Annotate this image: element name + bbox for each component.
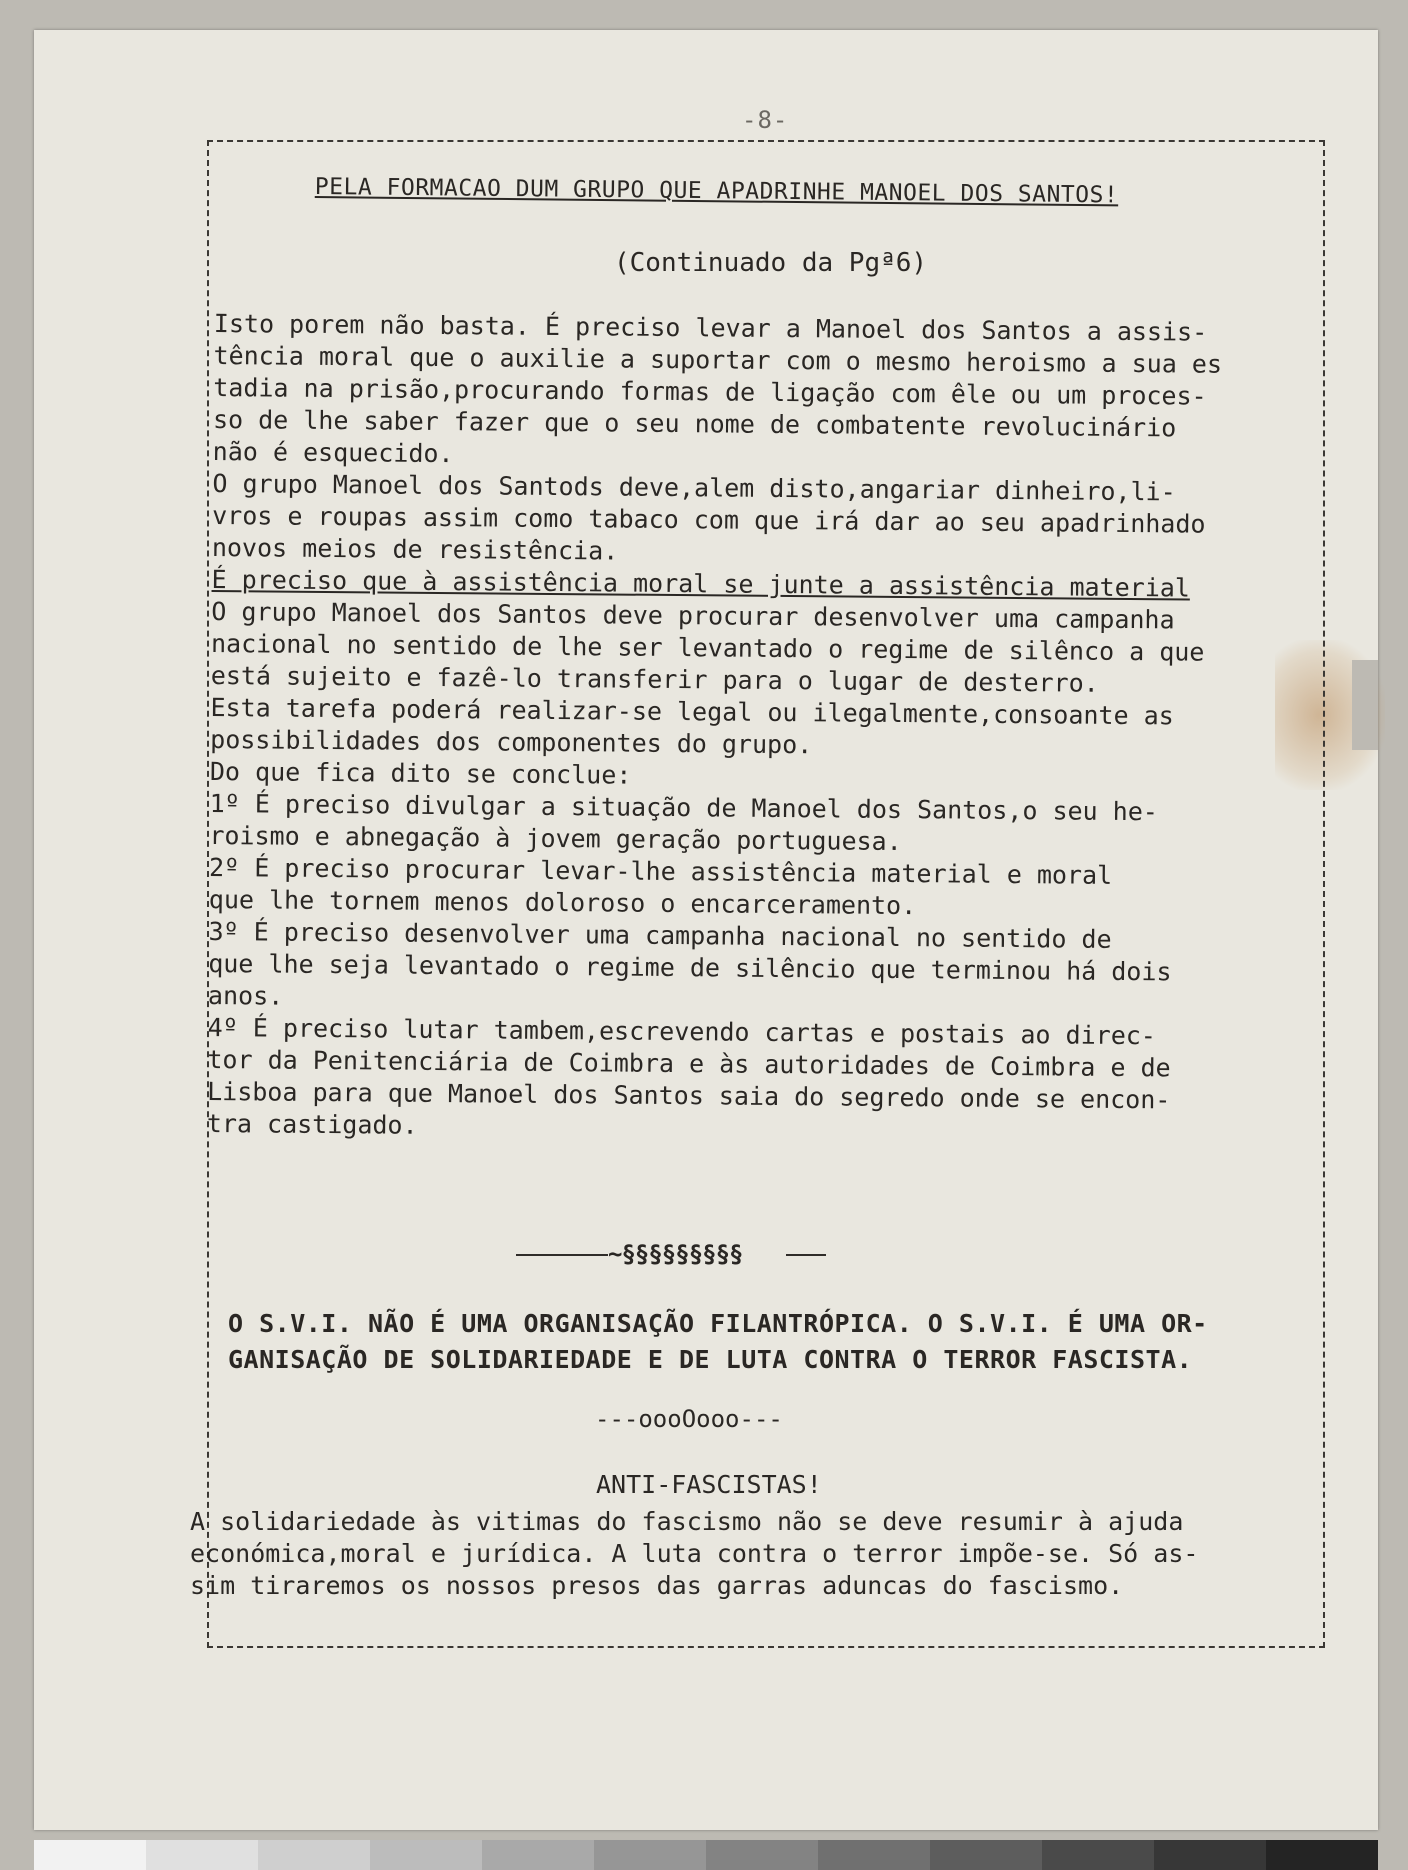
separator-rule-left <box>516 1254 608 1256</box>
body-line: tadia na prisão,procurando formas de ligação com êle ou um proces- <box>213 372 1207 411</box>
body-line: nacional no sentido de lhe ser levantado o regime de silênco a que <box>210 628 1205 667</box>
body-line: O grupo Manoel dos Santos deve procurar desenvolver uma campanha <box>211 596 1175 635</box>
list-item-2-line: 2º É preciso procurar levar-lhe assistência material e moral <box>208 852 1113 890</box>
body-line: não é esquecido. <box>212 436 454 469</box>
notice-line: O S.V.I. NÃO É UMA ORGANISAÇÃO FILANTRÓPICA. O S.V.I. É UMA OR- <box>228 1309 1208 1338</box>
list-item-4-line: tor da Penitenciária de Coimbra e às autoridades de Coimbra e de <box>207 1044 1171 1083</box>
scan-calibration-bar <box>34 1840 1378 1870</box>
body-line: possibilidades dos componentes do grupo. <box>210 724 813 760</box>
page-tear <box>1352 660 1378 750</box>
body-line: novos meios de resistência. <box>211 532 619 566</box>
list-item-4-line: tra castigado. <box>206 1108 418 1140</box>
closing-line: económica,moral e jurídica. A luta contra o terror impõe-se. Só as- <box>190 1539 1199 1568</box>
list-item-1-line: 1º É preciso divulgar a situação de Manoel dos Santos,o seu he- <box>209 788 1159 827</box>
article-body <box>207 308 1324 1150</box>
list-item-3-line: anos. <box>207 980 284 1011</box>
list-item-3-line: que lhe seja levantado o regime de silêncio que terminou há dois <box>208 948 1172 987</box>
body-line: Esta tarefa poderá realizar-se legal ou ilegalmente,consoante as <box>210 692 1174 731</box>
page-number: -8- <box>742 106 789 134</box>
list-item-3-line: 3º É preciso desenvolver uma campanha nacional no sentido de <box>208 916 1112 954</box>
body-line: so de lhe saber fazer que o seu nome de combatente revolucinário <box>212 404 1177 443</box>
article-subtitle: (Continuado da Pgª6) <box>614 248 928 278</box>
ooo-separator: ---oooOooo--- <box>595 1405 783 1433</box>
body-line: está sujeito e fazê-lo transferir para o lugar de desterro. <box>210 660 1099 698</box>
body-line: Do que fica dito se conclue: <box>209 756 632 790</box>
body-line: vros e roupas assim como tabaco com que irá dar ao seu apadrinhado <box>212 500 1206 539</box>
svi-notice <box>228 1306 1318 1378</box>
underlined-heading: É preciso que à assistência moral se junte a assistência material <box>211 564 1191 603</box>
body-line: Isto porem não basta. É preciso levar a Manoel dos Santos a assis- <box>213 308 1208 347</box>
ornamental-separator <box>516 1240 806 1270</box>
closing-line: sim tiraremos os nossos presos das garras aduncas do fascismo. <box>190 1571 1124 1600</box>
separator-mark: ~§§§§§§§§§ <box>608 1240 743 1268</box>
article-title: PELA FORMACAO DUM GRUPO QUE APADRINHE MANOEL DOS SANTOS! <box>314 174 1119 209</box>
anti-fascist-heading: ANTI-FASCISTAS! <box>596 1470 822 1499</box>
list-item-1-line: roismo e abnegação à jovem geração portuguesa. <box>209 820 902 857</box>
closing-paragraph <box>190 1506 1310 1602</box>
list-item-2-line: que lhe tornem menos doloroso o encarceramento. <box>208 884 917 921</box>
list-item-4-line: 4º É preciso lutar tambem,escrevendo cartas e postais ao direc- <box>207 1012 1157 1051</box>
closing-line: A solidariedade às vitimas do fascismo não se deve resumir à ajuda <box>190 1507 1184 1536</box>
body-line: O grupo Manoel dos Santods deve,alem disto,angariar dinheiro,li- <box>212 468 1176 507</box>
list-item-4-line: Lisboa para que Manoel dos Santos saia do segredo onde se encon- <box>207 1076 1171 1115</box>
separator-rule-right <box>786 1254 826 1256</box>
notice-line: GANISAÇÃO DE SOLIDARIEDADE E DE LUTA CONTRA O TERROR FASCISTA. <box>228 1345 1193 1374</box>
body-line: tência moral que o auxilie a suportar com o mesmo heroismo a sua es <box>213 340 1223 379</box>
